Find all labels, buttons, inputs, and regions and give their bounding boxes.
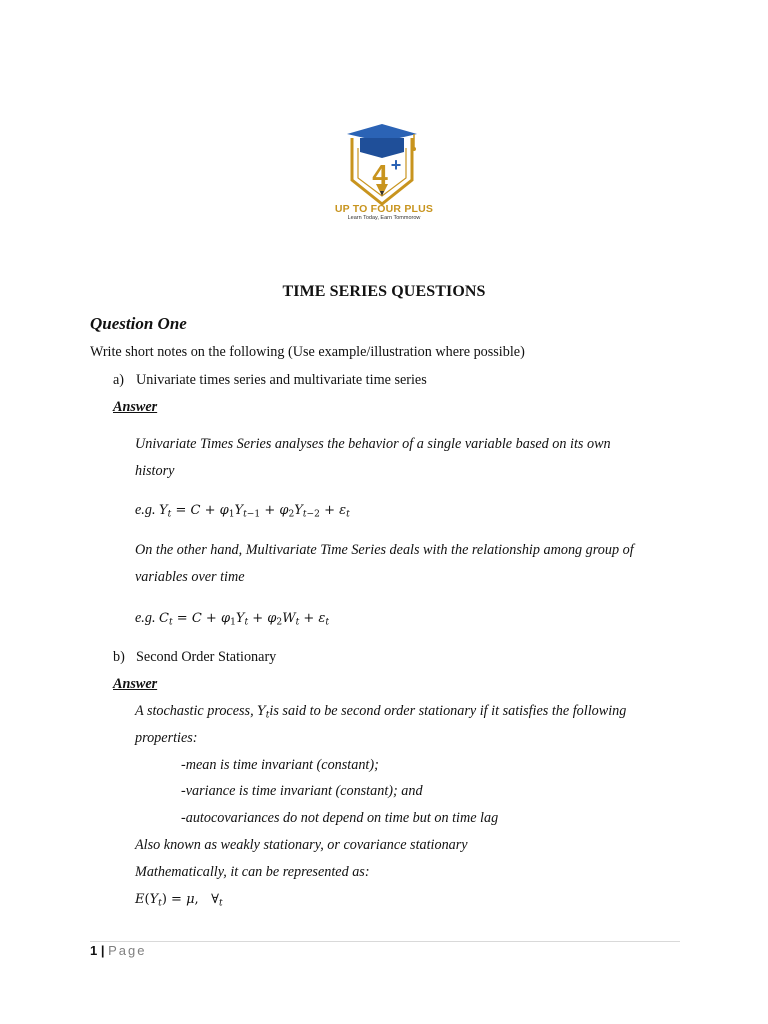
logo-tagline: Learn Today, Earn Tommorow (347, 215, 421, 221)
part-a-label: Univariate times series and multivariate time series (136, 372, 427, 388)
page-footer (90, 943, 146, 958)
part-b-answer-label: Answer (113, 676, 158, 692)
part-b-line1-pre: A stochastic process, (135, 703, 258, 719)
example1-prefix: e.g. (135, 502, 160, 518)
process-symbol: $Y_t$ (257, 704, 270, 721)
footer-divider (90, 941, 680, 942)
property-autocovariance: -autocovariances do not depend on time but on time lag (181, 810, 499, 826)
example2-prefix: e.g. (135, 610, 160, 626)
property-variance: -variance is time invariant (constant); and (181, 783, 423, 799)
part-a-para2-line2: variables over time (135, 569, 245, 585)
equation-multivariate: $C_t = C + \varphi_1Y_t + \varphi_2W_t + \varepsilon_t$ (159, 611, 330, 628)
question-heading: Question One (90, 314, 187, 333)
logo-plus: + (390, 155, 402, 175)
logo-name: UP TO FOUR PLUS (334, 203, 434, 215)
part-a-para1-line1: Univariate Times Series analyses the behavior of a single variable based on its own (135, 436, 611, 452)
part-b-label: Second Order Stationary (136, 649, 277, 665)
part-b-line2: properties: (135, 730, 198, 746)
part-a-example1 (135, 502, 350, 519)
part-a-answer-label: Answer (113, 399, 158, 415)
logo-numeral: 4 (372, 159, 388, 190)
also-known-as: Also known as weakly stationary, or covariance stationary (135, 837, 468, 853)
math-intro: Mathematically, it can be represented as: (135, 864, 370, 880)
page-number: 1 (90, 943, 98, 958)
question-intro: Write short notes on the following (Use example/illustration where possible) (90, 344, 525, 360)
part-a-marker: a) (113, 372, 125, 388)
mean-equation: $E(Y_t) = \mu$, $\forall_t$ (135, 892, 223, 909)
part-a-para2-line1: On the other hand, Multivariate Time Series deals with the relationship among group of (135, 542, 634, 558)
equation-univariate: $Y_t = C + \varphi_1Y_{t-1} + \varphi_2Y_{t-2} + \varepsilon_t$ (159, 503, 350, 520)
footer-separator: | (97, 943, 109, 958)
part-a-para1-line2: history (135, 463, 175, 479)
page-title: TIME SERIES QUESTIONS (282, 283, 486, 300)
part-b-line1-post: is said to be second order stationary if it satisfies the following (269, 703, 627, 719)
part-b-line1 (135, 703, 626, 720)
property-mean: -mean is time invariant (constant); (181, 757, 379, 773)
page-label: Page (108, 943, 147, 958)
part-b-marker: b) (113, 649, 125, 665)
part-a-example2 (135, 610, 329, 627)
